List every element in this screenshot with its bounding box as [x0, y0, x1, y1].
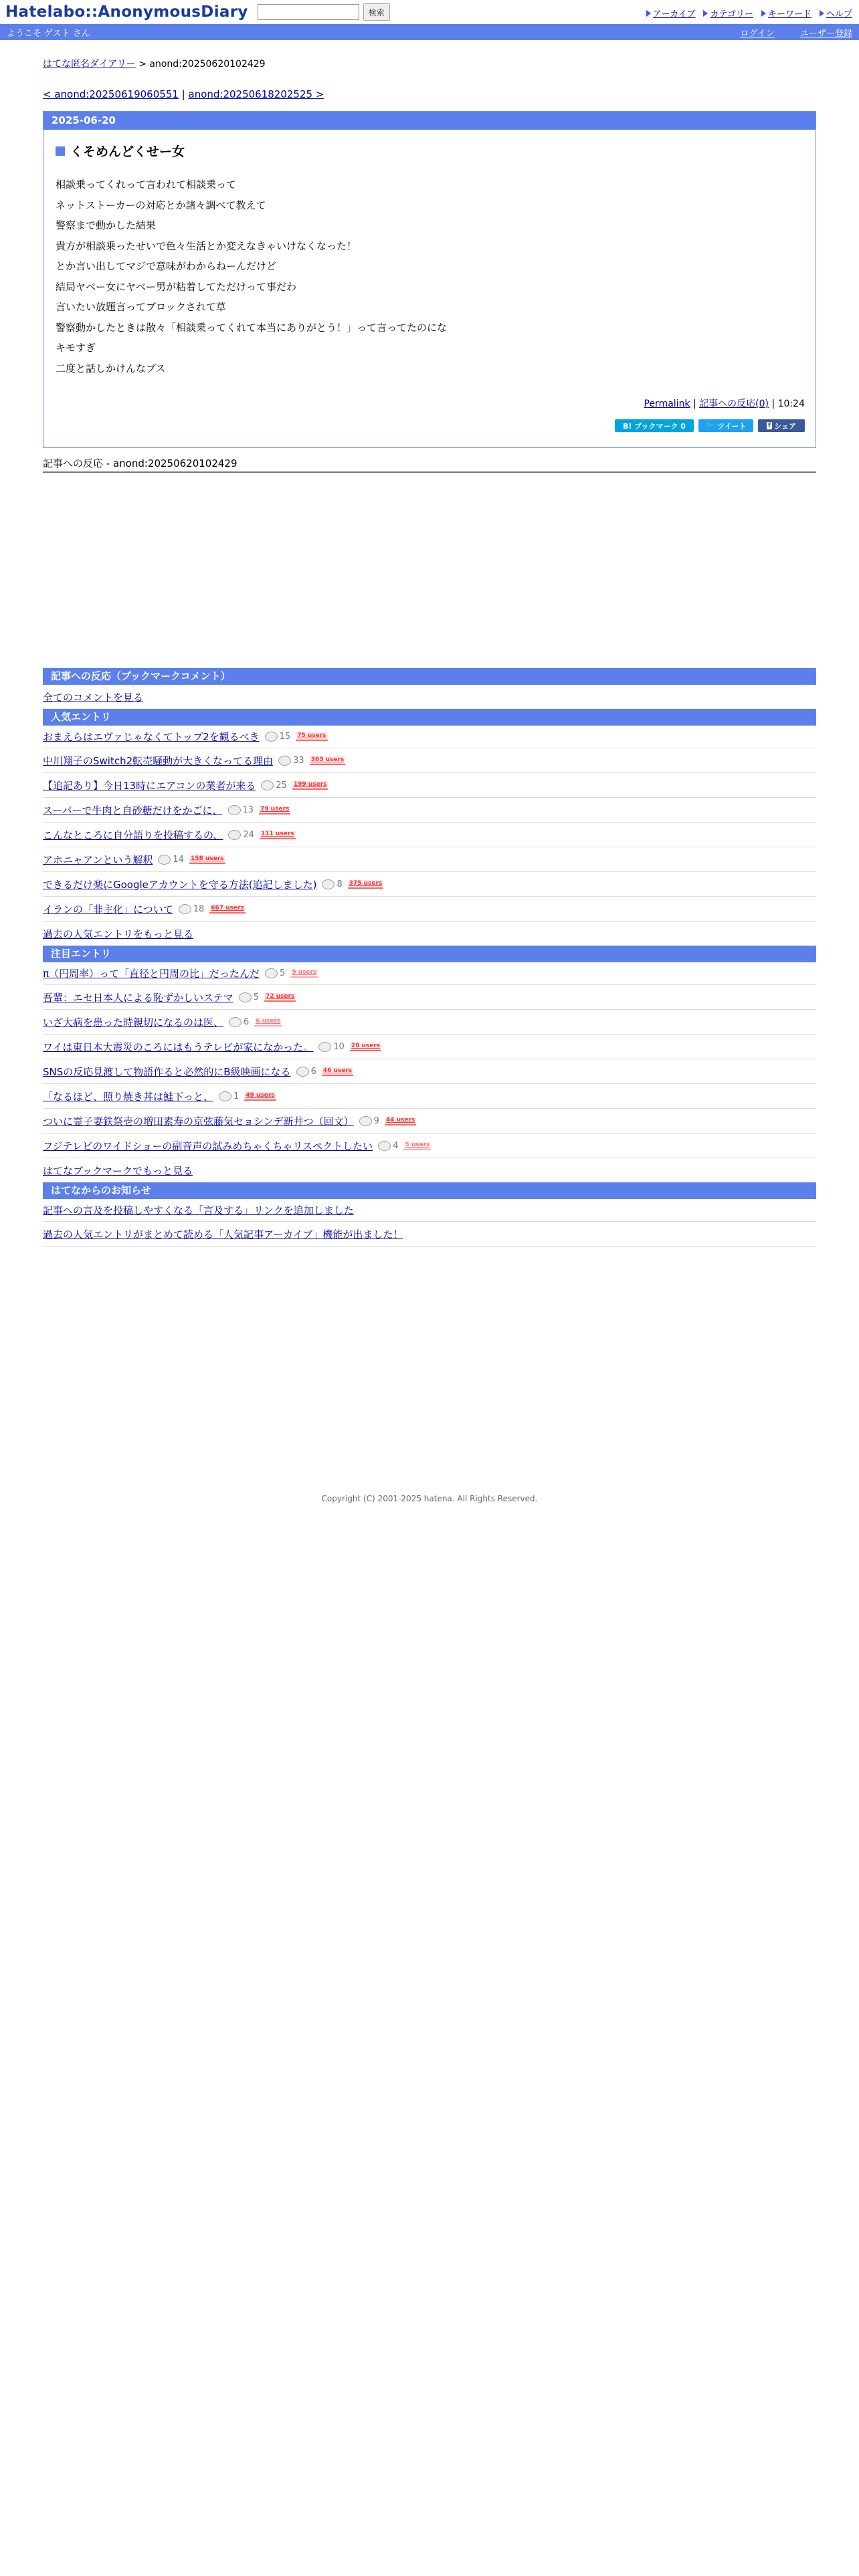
breadcrumb-home-link[interactable]: はてな匿名ダイアリー [43, 59, 136, 70]
entry-body [56, 175, 816, 379]
comment-count[interactable] [318, 1042, 345, 1052]
notable-row [43, 1035, 816, 1059]
popular-link[interactable]: アホニャアンという解釈 [43, 853, 153, 866]
user-bar [0, 24, 859, 40]
comment-count[interactable] [229, 1017, 249, 1027]
comment-count[interactable] [179, 904, 205, 914]
comment-bubble-icon [179, 904, 191, 914]
comment-count[interactable] [265, 968, 285, 978]
bookmark-users-badge[interactable]: 72 users [264, 993, 296, 1002]
comment-count[interactable] [265, 732, 291, 742]
comment-count[interactable] [219, 1091, 239, 1101]
popular-row [43, 773, 816, 798]
bookmark-comments-heading: 記事への反応（ブックマークコメント） [43, 668, 816, 685]
comment-count[interactable] [228, 805, 254, 815]
entry-line: キモすぎ [56, 342, 96, 354]
bookmark-users-badge[interactable]: 111 users [260, 831, 296, 839]
popular-link[interactable]: こんなところに自分語りを投稿するの、 [43, 829, 223, 841]
comment-count-value: 18 [193, 903, 205, 914]
bookmark-users-badge[interactable]: 79 users [259, 806, 290, 815]
entry-line: 貴方が相談乗ったせいで色々生活とか変えなきゃいけなくなった！ [56, 239, 357, 252]
main-content [43, 57, 816, 1247]
bird-icon: 🐦 [705, 421, 718, 430]
bookmark-users-badge[interactable]: 375 users [348, 880, 384, 889]
comment-bubble-icon [158, 855, 171, 865]
facebook-share-button[interactable] [758, 419, 805, 432]
comment-count-value: 25 [276, 780, 287, 790]
login-link[interactable]: ログイン [740, 28, 775, 39]
entry-line: とか言い出してマジで意味がわからねーんだけど [56, 260, 277, 272]
tweet-button[interactable] [698, 419, 753, 432]
nav-help-link[interactable]: ヘルプ [826, 9, 852, 19]
notices-heading: はてなからのお知らせ [43, 1182, 816, 1199]
footer-separator: | [690, 399, 700, 409]
popular-row [43, 897, 816, 922]
notable-link[interactable]: 「なるほど、照り焼き丼は鮭下っと、 [43, 1090, 214, 1103]
notable-row [43, 1134, 816, 1158]
comment-count-value: 9 [373, 1115, 379, 1126]
search-form [258, 3, 390, 21]
bookmark-users-badge[interactable]: 667 users [209, 905, 246, 914]
top-nav [646, 7, 852, 19]
popular-more-row [43, 922, 816, 946]
entry-section [43, 111, 816, 448]
comment-count-value: 6 [310, 1066, 316, 1077]
comment-count[interactable] [296, 1067, 316, 1077]
nav-category-link[interactable]: カテゴリー [710, 9, 753, 19]
notable-link[interactable]: ついに霊子妻鉄祭壱の増田素寿の京弦藤気セョシンデ新井つ（回文） [43, 1115, 354, 1128]
popular-list [43, 726, 816, 922]
permalink[interactable]: Permalink [644, 399, 690, 409]
notice-row [43, 1222, 816, 1247]
all-comments-row [43, 685, 816, 709]
entry-line: 二度と話しかけんなブス [56, 362, 166, 374]
bookmark-users-badge[interactable]: 75 users [296, 732, 327, 741]
notable-link[interactable]: SNSの反応見渡して物語作ると必然的にB級映画になる [43, 1065, 291, 1078]
footer-separator: | [769, 399, 778, 409]
entry-title-row [56, 142, 816, 160]
comment-count[interactable] [228, 830, 254, 840]
copyright: Copyright (C) 2001-2025 hatena. All Rights Reserved. [321, 1494, 538, 1503]
notable-link[interactable]: ワイは東日本大震災のころにはもうテレビが家になかった。 [43, 1041, 314, 1053]
popular-heading: 人気エントリ [43, 709, 816, 726]
comment-bubble-icon [228, 805, 241, 815]
notable-link[interactable]: π（円周率）って「直径と円周の比」だったんだ [43, 968, 260, 980]
comment-count-value: 14 [173, 854, 184, 865]
breadcrumb-current: anond:20250620102429 [149, 59, 266, 70]
popular-row [43, 726, 816, 748]
ad-space [43, 473, 816, 668]
entry-line: 警察まで動かした結果 [56, 219, 157, 231]
comment-bubble-icon [322, 879, 335, 889]
notice-link[interactable]: 記事への言及を投稿しやすくなる「言及する」リンクを追加しました [43, 1204, 354, 1216]
nav-keyword[interactable] [761, 7, 812, 19]
entry-time: 10:24 [777, 399, 805, 409]
nav-keyword-link[interactable]: キーワード [767, 9, 812, 19]
comment-bubble-icon [228, 830, 241, 840]
comment-bubble-icon [378, 1141, 391, 1151]
notable-row [43, 1010, 816, 1035]
comment-bubble-icon [219, 1091, 231, 1101]
comment-count[interactable] [322, 879, 342, 889]
comment-bubble-icon [265, 968, 278, 978]
comment-count[interactable] [261, 780, 287, 790]
popular-row [43, 872, 816, 897]
notable-heading: 注目エントリ [43, 946, 816, 962]
comment-count-value: 5 [280, 968, 286, 978]
popular-link[interactable]: 【追記あり】今日13時にエアコンの業者が来る [43, 779, 256, 792]
next-entry-link[interactable]: anond:20250618202525 > [188, 88, 324, 100]
bookmark-users-badge[interactable]: 28 users [350, 1043, 381, 1051]
comment-bubble-icon [359, 1116, 372, 1126]
entry-line: 言いたい放題言ってブロックされて草 [56, 301, 226, 313]
popular-link[interactable]: イランの「非主化」について [43, 903, 173, 916]
entry-line: 警察動かしたときは散々「相談乗ってくれて本当にありがとう！」って言ってたのにな [56, 321, 448, 334]
bookmark-users-badge[interactable]: 5 users [403, 1142, 431, 1150]
site-logo[interactable]: Hatelabo::AnonymousDiary [5, 3, 248, 21]
popular-row [43, 748, 816, 773]
comment-count[interactable] [378, 1141, 398, 1151]
bookmark-users-badge[interactable]: 49 users [244, 1092, 276, 1101]
comment-bubble-icon [296, 1067, 309, 1077]
breadcrumb-separator: > [135, 59, 150, 70]
bookmark-users-badge[interactable]: 158 users [189, 855, 225, 864]
comment-count-value: 1 [233, 1091, 240, 1101]
comment-count[interactable] [239, 992, 259, 1002]
notable-more-link[interactable]: はてなブックマークでもっと見る [43, 1164, 193, 1177]
notable-link[interactable]: フジテレビのワイドショーの副音声の試みめちゃくちゃリスペクトしたい [43, 1140, 373, 1152]
comment-bubble-icon [229, 1017, 242, 1027]
entry-date: 2025-06-20 [43, 112, 816, 130]
notable-row [43, 1084, 816, 1109]
hatena-bookmark-button[interactable]: B! ブックマーク 0 [615, 419, 694, 432]
notice-link[interactable]: 過去の人気エントリがまとめて読める「人気記事アーカイブ」機能が出ました！ [43, 1228, 403, 1241]
notable-row [43, 1109, 816, 1134]
comment-count[interactable] [278, 756, 304, 766]
entry-footer [644, 397, 805, 410]
popular-row [43, 798, 816, 823]
notable-list [43, 962, 816, 1158]
popular-link[interactable]: 中川翔子のSwitch2転売騒動が大きくなってる理由 [43, 754, 274, 767]
header [0, 0, 859, 24]
nav-archive-link[interactable]: アーカイブ [652, 9, 696, 19]
nav-archive[interactable] [646, 7, 696, 19]
breadcrumb [43, 57, 816, 70]
prev-entry-link[interactable]: < anond:20250619060551 [43, 88, 179, 100]
notable-more-row [43, 1158, 816, 1182]
search-input[interactable] [258, 4, 359, 20]
all-comments-link[interactable]: 全てのコメントを見る [43, 691, 144, 704]
user-links [717, 26, 852, 39]
triangle-right-icon [820, 10, 824, 17]
square-bullet-icon [56, 146, 65, 156]
comment-bubble-icon [265, 732, 278, 742]
comment-bubble-icon [261, 780, 274, 790]
notable-row [43, 962, 816, 985]
bookmark-users-badge[interactable]: 44 users [385, 1117, 416, 1125]
triangle-right-icon [703, 10, 708, 17]
comment-count-value: 24 [243, 829, 254, 840]
comment-count-value: 15 [279, 732, 291, 742]
share-label: シェア [774, 421, 797, 431]
entry-line: 結局ヤベー女にヤベー男が粘着してただけって事だわ [56, 280, 297, 293]
reactions-title: 記事への反応 - anond:20250620102429 [43, 456, 816, 473]
bookmark-users-badge[interactable]: 363 users [310, 756, 346, 765]
popular-link[interactable]: スーパーで牛肉と自砂糖だけをかごに、 [43, 804, 223, 817]
popular-more-link[interactable]: 過去の人気エントリをもっと見る [43, 928, 194, 940]
comment-bubble-icon [318, 1042, 331, 1052]
tweet-label: ツイート [717, 421, 747, 431]
bookmark-users-badge[interactable]: 199 users [292, 781, 328, 790]
triangle-right-icon [761, 10, 766, 17]
entry-line: ネットストーカーの対応とか諸々調べて教えて [56, 199, 266, 211]
register-link[interactable]: ユーザー登録 [799, 28, 852, 39]
popular-row [43, 847, 816, 872]
comment-count-value: 6 [244, 1016, 250, 1027]
notable-link[interactable]: いざ大病を患った時親切になるのは医、 [43, 1016, 224, 1029]
share-buttons [615, 419, 805, 432]
reactions-link[interactable]: 記事への反応(0) [699, 399, 769, 409]
comment-count[interactable] [359, 1116, 379, 1126]
comment-count-value: 8 [337, 879, 343, 889]
comment-count-value: 10 [333, 1041, 345, 1052]
notable-row [43, 985, 816, 1010]
popular-link[interactable]: できるだけ楽にGoogleアカウントを守る方法(追記しました) [43, 878, 317, 891]
bookmark-users-badge[interactable]: 9 users [290, 969, 318, 978]
comment-count[interactable] [158, 855, 184, 865]
comment-bubble-icon [278, 756, 291, 766]
search-button[interactable]: 検索 [363, 3, 390, 21]
facebook-icon: f [767, 422, 771, 429]
bookmark-users-badge[interactable]: 46 users [322, 1067, 353, 1076]
nav-category[interactable] [703, 7, 753, 19]
entry-pager [43, 88, 816, 100]
triangle-right-icon [646, 10, 651, 17]
pager-separator: | [178, 88, 189, 100]
notice-row [43, 1199, 816, 1222]
comment-count-value: 4 [393, 1140, 399, 1151]
entry-line: 相談乗ってくれって言われて相談乗って [56, 179, 237, 191]
entry-title[interactable]: くそめんどくせー女 [70, 144, 185, 159]
comment-count-value: 33 [293, 755, 304, 766]
welcome-text: ようこそ ゲスト さん [7, 28, 90, 39]
notable-row [43, 1059, 816, 1084]
nav-help[interactable] [820, 7, 852, 19]
popular-row [43, 823, 816, 847]
comment-bubble-icon [239, 992, 252, 1002]
bookmark-users-badge[interactable]: 6 users [254, 1018, 282, 1027]
notable-link[interactable]: 吾輩：エセ日本人による恥ずかしいステマ [43, 991, 233, 1004]
comment-count-value: 13 [242, 804, 254, 815]
comment-count-value: 5 [253, 992, 259, 1002]
popular-link[interactable]: おまえらはエヴァじゃなくてトップ2を観るべき [43, 731, 260, 743]
